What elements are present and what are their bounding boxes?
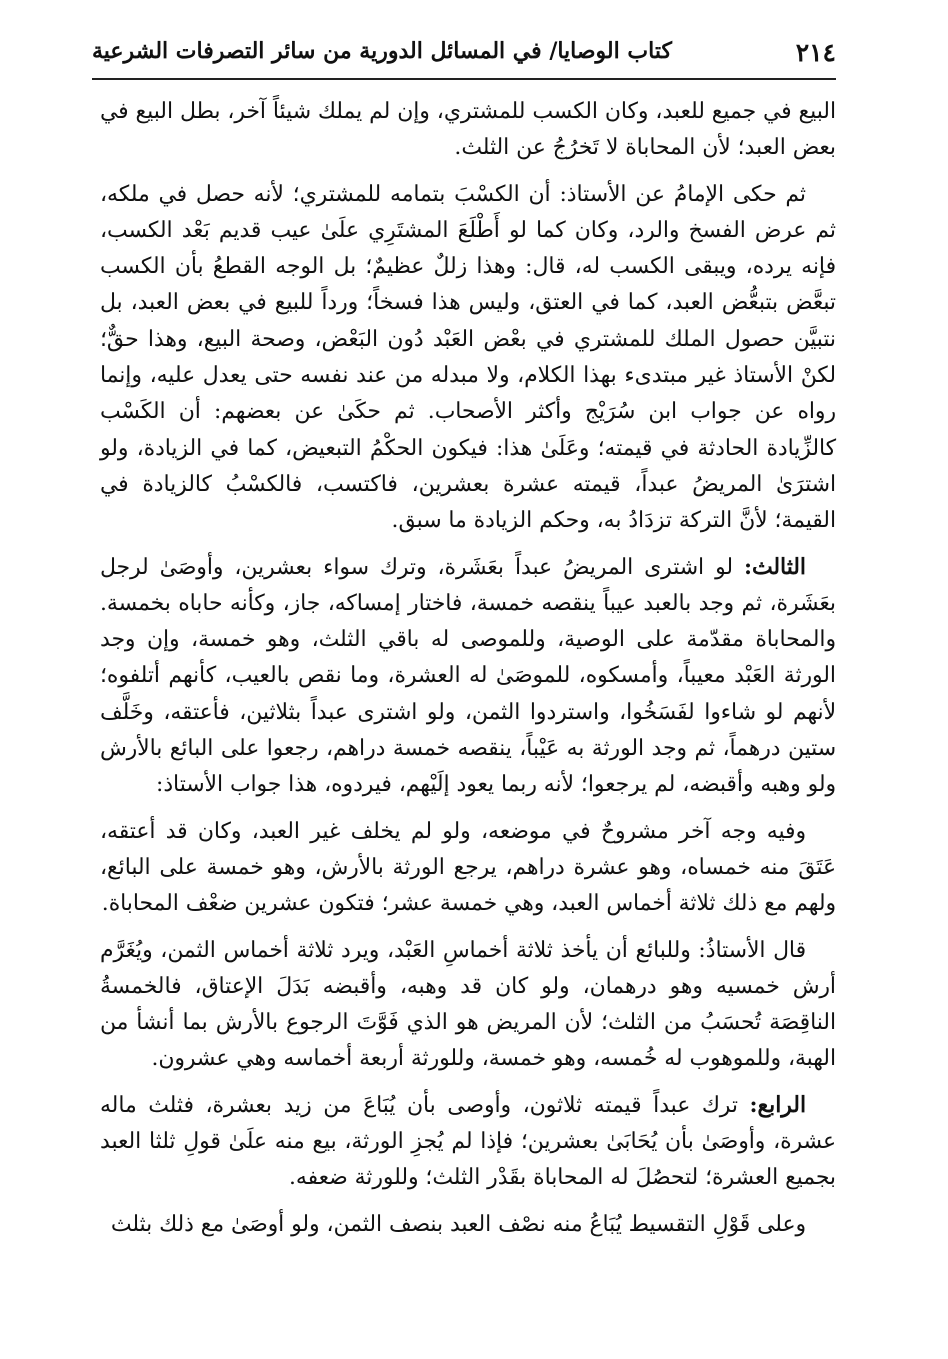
paragraph-text: وعلى قَوْلِ التقسيط يُبَاعُ منه نصْف العبد بنصف الثمن، ولو أوصَىٰ مع ذلك بثلث bbox=[110, 1211, 806, 1237]
paragraph-lead: الرابع: bbox=[749, 1092, 807, 1118]
paragraph-text: ترك عبداً قيمته ثلاثون، وأوصى بأن يُبَاعَ من زيد بعشرة، فثلث ماله عشرة، وأوصَىٰ بأن يُحَابَىٰ بعشرين؛ فإذا لم يُجزِ الورثة، بيع منه علَىٰ قولِ ثلثا العبد بجميع العشرة؛ لتحصُلَ له المحاباة بقَدْر الثلث؛ وللورثة ضعفه. bbox=[100, 1092, 836, 1191]
paragraph-text: لو اشترى المريضُ عبداً بعَشَرة، وترك سواء بعشرين، وأوصَىٰ لرجل بعَشَرة، ثم وجد بالعبد عيباً ينقصه خمسة، فاختار إمساكه، جاز، وكأنه حاباه بخمسة. والمحاباة مقدّمة على الوصية، وللموصى له باقي الثلث، وهو خمسة، وإن وجد الورثة العَبْد معيباً، وأمسكوه، للموصَىٰ له العشرة، وما نقص بالعيب، كأنهم أتلفوه؛ لأنهم لو شاءوا لفَسَخُوا، واستردوا الثمن، ولو اشترى عبداً بثلاثين، فأعتقه، وخَلَّف ستين درهماً، ثم وجد الورثة به عَيْباً، ينقصه خمسة دراهم، رجعوا على البائع بالأرش ولو وهبه وأقبضه، لم يرجعوا؛ لأنه ربما يعود إلَيْهم، فيردوه، هذا جواب الأستاذ: bbox=[100, 554, 836, 798]
paragraph bbox=[100, 933, 836, 1078]
paragraph bbox=[100, 814, 836, 923]
running-title: كتاب الوصايا/ في المسائل الدورية من سائر التصرفات الشرعية bbox=[92, 38, 672, 64]
paragraph bbox=[100, 550, 836, 804]
paragraph bbox=[100, 1207, 836, 1243]
paragraph bbox=[100, 1088, 836, 1197]
paragraph-text: قال الأستاذُ: وللبائع أن يأخذ ثلاثة أخماسِ العَبْد، ويرد ثلاثة أخماس الثمن، ويُغَرَّم أرش خمسيه وهو درهمان، ولو كان قد وهبه، وأقبضه بَدَلَ الإعتاق، فالخمسةُ الناقِصَة تُحسَبُ من الثلث؛ لأن المريض هو الذي فَوَّتَ الرجوع بالأرش بما أنشأ من الهبة، وللموهوب له خُمسه، وهو خمسة، وللورثة أربعة أخماسه وهي عشرون. bbox=[100, 937, 836, 1072]
paragraph-text: البيع في جميع للعبد، وكان الكسب للمشتري، وإن لم يملك شيئاً آخر، بطل البيع في بعض العبد؛ لأن المحاباة لا تَخرُجُ عن الثلث. bbox=[100, 99, 836, 161]
page-header bbox=[92, 30, 836, 78]
paragraph bbox=[100, 94, 836, 167]
paragraph bbox=[100, 177, 836, 540]
header-rule bbox=[92, 78, 836, 80]
page-number: ٢١٤ bbox=[795, 38, 836, 67]
paragraph-text: ثم حكى الإمامُ عن الأستاذ: أن الكسْبَ بتمامه للمشتري؛ لأنه حصل في ملكه، ثم عرض الفسخ والرد، وكان كما لو أَطْلَعَ المشتَرِي علَىٰ عيب قديم بَعْد الكسب، فإنه يرده، ويبقى الكسب له، قال: وهذا زللٌ عظيمٌ؛ بل الوجه القطعُ بأن الكسب تبعَّض بتبعُّض العبد، كما في العتق، وليس هذا فسخاً؛ ورداً للبيع في بعض العبد، بل نتبيَّن حصول الملك للمشتري في بعْض العَبْد دُون البَعْض، وصحة البيع، وهذا حقٌّ؛ لكنْ الأستاذ غير مبتدىء بهذا الكلام، ولا مبدله من عند نفسه حتى يعدل عليه، وإنما رواه عن جواب ابن سُرَيْج وأكثر الأصحاب. ثم حكَىٰ عن بعضهم: أن الكَسْب كالزِّيادة الحادثة في قيمته؛ وعَلَىٰ هذا: فيكون الحكْمُ التبعيض، كما في الزيادة، ولو اشترَىٰ المريضُ عبداً، قيمته عشرة بعشرين، فاكتسب، فالكسْبُ كالزيادة في القيمة؛ لأنَّ التركة تزدَادُ به، وحكم الزيادة ما سبق. bbox=[100, 181, 836, 534]
paragraph-lead: الثالث: bbox=[743, 554, 806, 580]
paragraph-text: وفيه وجه آخر مشروحٌ في موضعه، ولو لم يخلف غير العبد، وكان قد أعتقه، عَتَقَ منه خمساه، وهو عشرة دراهم، يرجع الورثة بالأرش، وهو خمسة على البائع، ولهم مع ذلك ثلاثة أخماس العبد، وهي خمسة عشر؛ فتكون عشرين ضعْف المحاباة. bbox=[100, 818, 836, 917]
body-text bbox=[100, 94, 836, 1253]
